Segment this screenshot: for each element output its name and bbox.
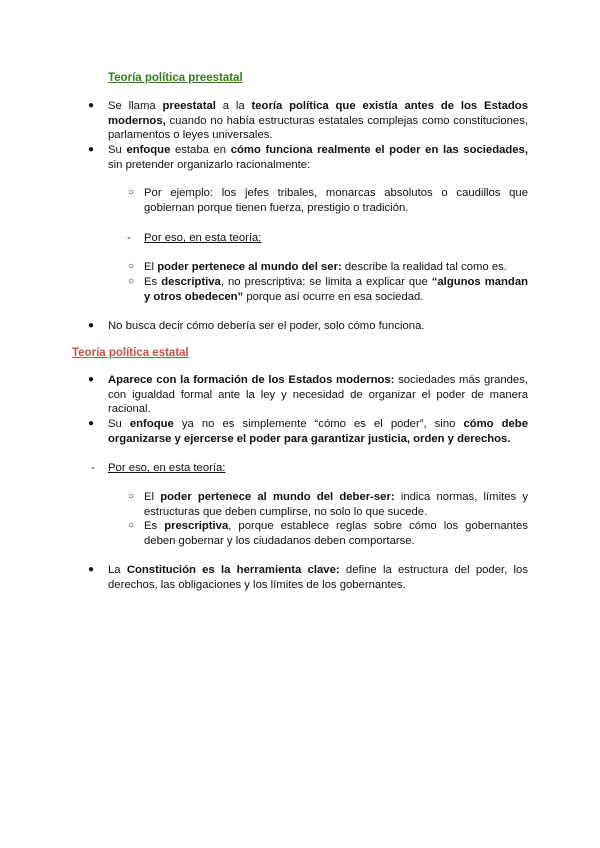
bold-text: enfoque [126,144,171,156]
text: Por ejemplo: los jefes tribales, monarcas absolutos o caudillos que gobiernan porque tienen fuerza, prestigio o tradición. [144,187,528,214]
text: Es [144,520,165,532]
bullet-marker: ● [88,418,95,429]
list-item [128,186,528,215]
bold-text: enfoque [129,418,174,430]
text: porque así ocurre en esa sociedad. [243,290,424,303]
list-item [88,143,528,172]
bold-text: poder pertenece al mundo del ser: [157,261,342,273]
text: , no prescriptiva: se limita a explicar que [220,276,432,288]
bold-text: cómo funciona realmente el poder en las sociedades, [230,144,528,156]
text: El [144,491,161,503]
list-item [128,490,529,519]
circle-marker: ○ [128,276,135,287]
bold-text: Constitución es la herramienta clave: [126,564,340,576]
bullet-marker: ● [88,374,95,385]
bold-text: cómo debe organizarse y ejercerse el poder para garantizar justicia, orden y derechos. [108,418,528,445]
text: sociedades más grandes, con igualdad formal ante la ley y necesidad de organizar el poder de manera racional. [108,374,528,416]
section-heading-estatal: Teoría política estatal [72,347,189,359]
text: a la [215,100,252,112]
dash-marker: - [127,232,131,244]
list-item [88,99,528,143]
dash-marker: - [91,462,95,474]
circle-marker: ○ [128,261,135,272]
text: , porque establece reglas sobre cómo los gobernantes deben gobernar y los ciudadanos deben comportarse. [144,520,528,547]
list-item [91,461,528,476]
bold-text: Aparece con la formación de los Estados modernos: [108,374,395,386]
bold-text: teoría política que existía antes de los Estados modernos, [108,100,528,127]
list-item [88,563,528,592]
circle-marker: ○ [128,520,135,531]
text: Su [108,418,130,430]
text: sin pretender organizarlo racionalmente: [108,158,311,171]
underlined-text: Por eso, en esta teoría: [108,462,226,474]
text: La [108,564,127,576]
bullet-marker: ● [88,320,95,331]
section-heading-preestatal: Teoría política preestatal [108,72,243,84]
text: No busca decir cómo debería ser el poder, solo cómo funciona. [108,320,425,332]
text: describe la realidad tal como es. [341,261,507,273]
list-item [127,231,528,246]
list-item [88,417,528,446]
text: El [144,261,158,273]
bullet-marker: ● [88,144,95,155]
text: indica normas, límites y estructuras que deben cumplirse, no solo lo que sucede. [144,491,529,518]
circle-marker: ○ [128,187,135,198]
text: define la estructura del poder, los derechos, las obligaciones y los límites de los gobernantes. [108,564,528,591]
bold-text: prescriptiva [164,520,229,532]
circle-marker: ○ [128,491,135,502]
list-item [88,373,528,417]
list-item [128,260,528,275]
text: Se llama [108,100,163,112]
bold-text: “algunos mandan y otros obedecen” [144,276,529,303]
bold-text: poder pertenece al mundo del deber-ser: [160,491,395,503]
text: estaba en [170,144,231,156]
bullet-marker: ● [88,100,95,111]
text: Es [144,276,162,288]
bold-text: descriptiva [161,276,221,288]
list-item [128,275,529,304]
underlined-text: Por eso, en esta teoría: [144,232,262,244]
list-item [88,319,528,334]
text: ya no es simplemente “cómo es el poder”, sino [173,418,464,430]
text: cuando no había estructuras estatales complejas como constituciones, parlamentos o leyes universales. [108,114,528,142]
bullet-marker: ● [88,564,95,575]
bold-text: preestatal [162,100,216,112]
list-item [128,519,528,548]
text: Su [108,144,127,156]
